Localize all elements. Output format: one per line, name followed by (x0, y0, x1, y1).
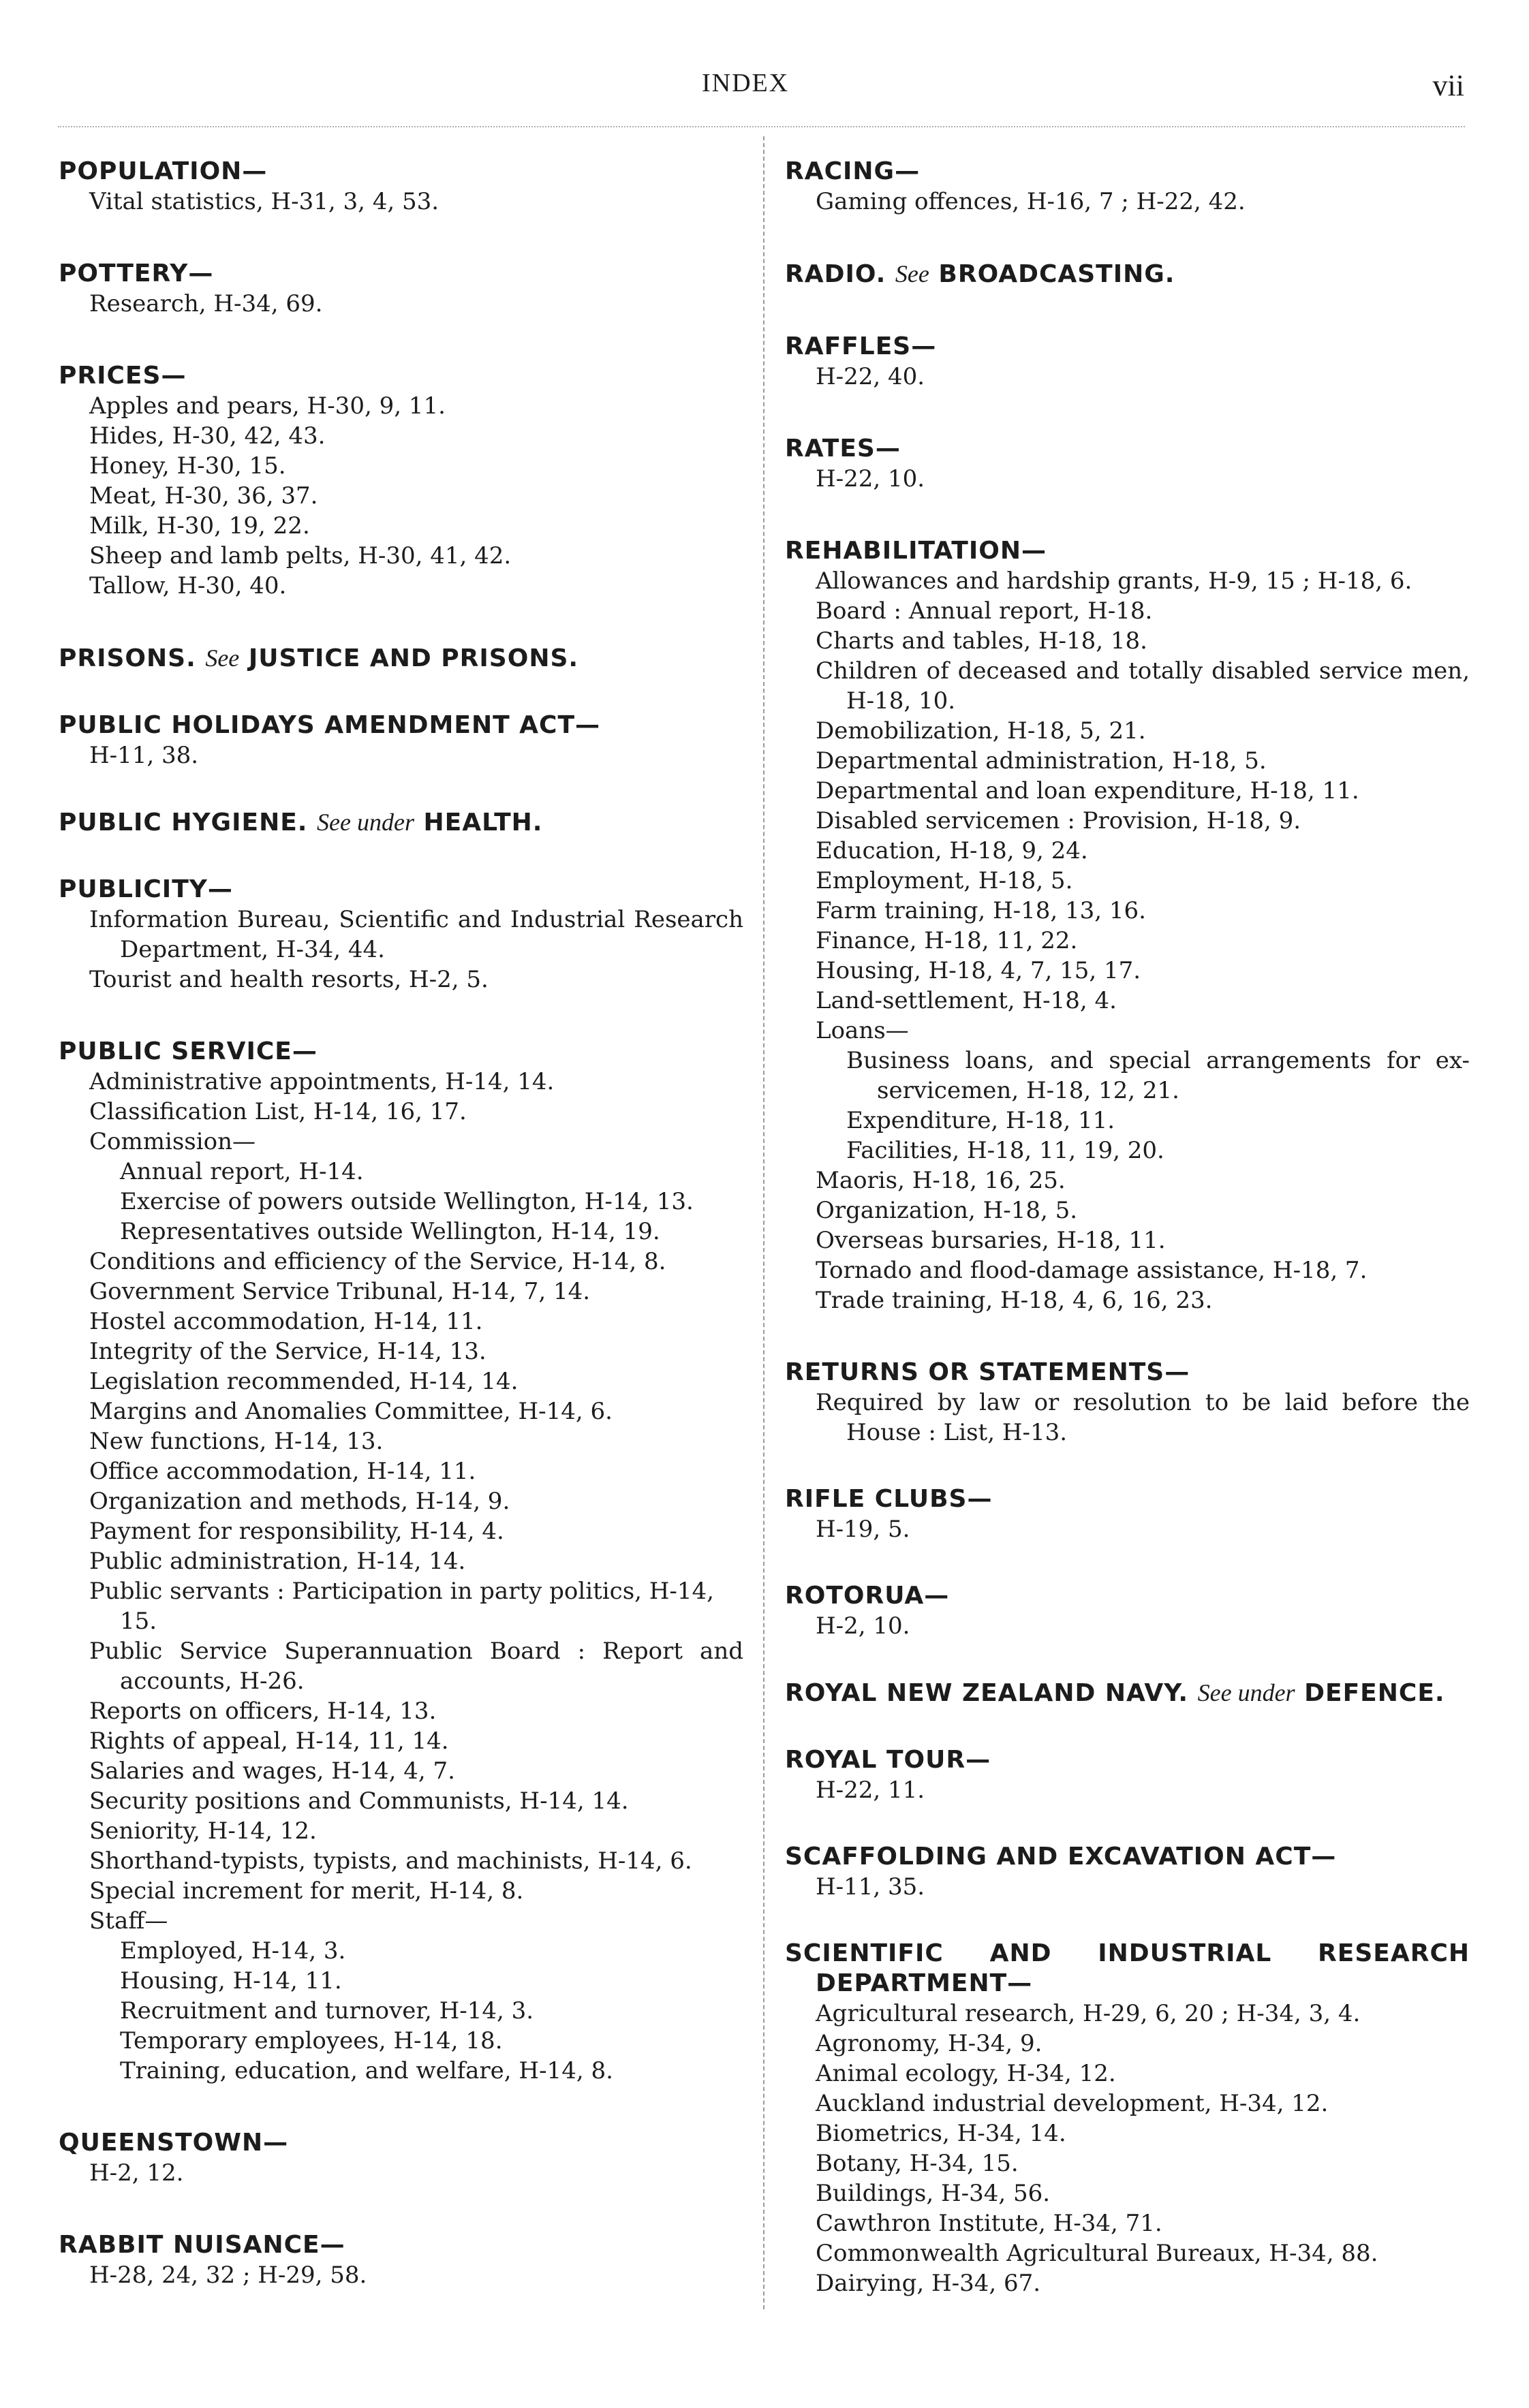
entry-subentry: Apples and pears, H-30, 9, 11. (89, 392, 446, 420)
entry-subentry: Honey, H-30, 15. (89, 452, 286, 480)
entry-subentry: Salaries and wages, H-14, 4, 7. (89, 1757, 455, 1785)
entry-subentry: H-11, 35. (816, 1873, 925, 1901)
entry-subentry: Disabled servicemen : Provision, H-18, 9. (816, 807, 1301, 834)
entry-heading: SCAFFOLDING AND EXCAVATION ACT— (785, 1843, 1337, 1871)
index-entry (785, 332, 1470, 392)
entry-subentry: Classification List, H-14, 16, 17. (89, 1098, 467, 1125)
page-number: vii (1432, 69, 1464, 102)
index-entry (59, 875, 743, 995)
entry-heading: RABBIT NUISANCE— (59, 2231, 345, 2259)
index-entry (59, 2128, 743, 2188)
entry-subentry: Botany, H-34, 15. (816, 2150, 1019, 2177)
entry-subentry: Facilities, H-18, 11, 19, 20. (846, 1137, 1164, 1164)
entry-subentry: Dairying, H-34, 67. (816, 2270, 1041, 2297)
entry-subentry: H-28, 24, 32 ; H-29, 58. (89, 2262, 367, 2289)
entry-subentry: H-2, 12. (89, 2159, 184, 2187)
entry-heading (59, 807, 743, 838)
index-entry (59, 361, 743, 601)
entry-heading: RAFFLES— (785, 332, 937, 360)
entry-subentry: Sheep and lamb pelts, H-30, 41, 42. (89, 542, 512, 569)
entry-subentry: Departmental and loan expenditure, H-18, 11. (816, 777, 1359, 804)
entry-subentry: H-22, 11. (816, 1777, 925, 1804)
entry-subentry: Public Service Superannuation Board : Report and accounts, H-26. (89, 1638, 743, 1695)
index-entry (785, 1842, 1470, 1902)
entry-subentry: Legislation recommended, H-14, 14. (89, 1368, 519, 1395)
entry-heading (785, 259, 1470, 290)
entry-subentry: Payment for responsibility, H-14, 4. (89, 1518, 504, 1545)
entry-subentry: Security positions and Communists, H-14, 14. (89, 1787, 629, 1815)
entry-subentry: Office accommodation, H-14, 11. (89, 1458, 476, 1485)
index-entry (59, 710, 743, 770)
entry-subentry: Loans— (816, 1017, 909, 1044)
entry-subentry: Biometrics, H-34, 14. (816, 2120, 1066, 2147)
entry-subentry: Auckland industrial development, H-34, 12. (816, 2090, 1329, 2117)
entry-subentry: Employed, H-14, 3. (120, 1937, 346, 1965)
entry-subentry: H-19, 5. (816, 1516, 910, 1543)
entry-subentry: Education, H-18, 9, 24. (816, 837, 1088, 864)
entry-subentry: Public administration, H-14, 14. (89, 1548, 466, 1575)
entry-heading: RATES— (785, 435, 901, 463)
cross-reference-target: JUSTICE AND PRISONS. (248, 644, 579, 672)
cross-reference-target: HEALTH. (423, 809, 543, 836)
entry-subentry: Demobilization, H-18, 5, 21. (816, 717, 1146, 745)
entry-heading: PRICES— (59, 362, 187, 390)
entry-subentry: Rights of appeal, H-14, 11, 14. (89, 1727, 449, 1755)
entry-subentry: Annual report, H-14. (120, 1158, 364, 1185)
entry-subentry: Tornado and flood-damage assistance, H-18, 7. (816, 1257, 1368, 1284)
see-reference: See (895, 260, 929, 287)
entry-heading: REHABILITATION— (785, 537, 1047, 565)
cross-reference-target: DEFENCE. (1304, 1679, 1445, 1707)
entry-heading: PUBLIC SERVICE— (59, 1037, 318, 1065)
entry-subentry: Finance, H-18, 11, 22. (816, 927, 1078, 954)
index-entry (59, 1037, 743, 2086)
entry-subentry: Charts and tables, H-18, 18. (816, 627, 1147, 655)
entry-subentry: Commission— (89, 1128, 256, 1155)
left-column (59, 157, 743, 2332)
entry-heading: POTTERY— (59, 260, 214, 287)
entry-heading: RIFLE CLUBS— (785, 1485, 993, 1513)
index-entry (59, 2230, 743, 2290)
entry-heading: RACING— (785, 157, 921, 185)
entry-subentry: Buildings, H-34, 56. (816, 2180, 1051, 2207)
entry-subentry: H-22, 10. (816, 465, 925, 492)
index-entry (785, 1678, 1470, 1708)
entry-subentry: Organization and methods, H-14, 9. (89, 1488, 510, 1515)
see-reference: See (205, 644, 240, 672)
index-entry (785, 1745, 1470, 1805)
heading-text: PUBLIC HYGIENE. (59, 809, 308, 836)
entry-subentry: Employment, H-18, 5. (816, 867, 1073, 894)
entry-subentry: Seniority, H-14, 12. (89, 1817, 317, 1845)
entry-subentry: Government Service Tribunal, H-14, 7, 14. (89, 1278, 591, 1305)
index-entry (785, 434, 1470, 494)
index-entry (785, 1939, 1470, 2298)
index-entry (59, 643, 743, 674)
entry-subentry: Information Bureau, Scientific and Industrial Research Department, H-34, 44. (89, 906, 743, 963)
entry-subentry: Conditions and efficiency of the Service, H-14, 8. (89, 1248, 666, 1275)
entry-subentry: Overseas bursaries, H-18, 11. (816, 1227, 1166, 1254)
index-entry (785, 157, 1470, 217)
entry-subentry: Required by law or resolution to be laid before the House : List, H-13. (816, 1389, 1470, 1446)
entry-subentry: Integrity of the Service, H-14, 13. (89, 1338, 486, 1365)
entry-subentry: Organization, H-18, 5. (816, 1197, 1078, 1224)
right-column (785, 157, 1470, 2341)
entry-subentry: Special increment for merit, H-14, 8. (89, 1877, 524, 1905)
entry-subentry: Maoris, H-18, 16, 25. (816, 1167, 1066, 1194)
entry-heading: ROTORUA— (785, 1582, 950, 1610)
entry-subentry: Milk, H-30, 19, 22. (89, 512, 310, 540)
entry-subentry: H-2, 10. (816, 1612, 910, 1640)
entry-subentry: Land-settlement, H-18, 4. (816, 987, 1117, 1014)
entry-subentry: Business loans, and special arrangements for ex-servicemen, H-18, 12, 21. (846, 1047, 1470, 1104)
index-entry (785, 536, 1470, 1315)
entry-heading: RETURNS OR STATEMENTS— (785, 1358, 1190, 1386)
entry-heading: PUBLIC HOLIDAYS AMENDMENT ACT— (59, 711, 600, 739)
entry-subentry: H-11, 38. (89, 742, 199, 769)
cross-reference-target: BROADCASTING. (938, 260, 1175, 288)
entry-subentry: Shorthand-typists, typists, and machinists, H-14, 6. (89, 1847, 692, 1875)
entry-heading (785, 1678, 1470, 1708)
heading-text: PRISONS. (59, 644, 196, 672)
page-title: INDEX (702, 69, 790, 97)
entry-subentry: Recruitment and turnover, H-14, 3. (120, 1997, 534, 2024)
entry-heading (59, 643, 743, 674)
entry-subentry: Reports on officers, H-14, 13. (89, 1698, 437, 1725)
entry-subentry: Allowances and hardship grants, H-9, 15 ; H-18, 6. (816, 567, 1412, 595)
index-entry (785, 259, 1470, 290)
page-header (0, 68, 1529, 109)
index-entry (785, 1358, 1470, 1448)
entry-heading: SCIENTIFIC AND INDUSTRIAL RESEARCH DEPARTMENT— (785, 1939, 1470, 1997)
entry-subentry: Meat, H-30, 36, 37. (89, 482, 318, 510)
entry-subentry: Margins and Anomalies Committee, H-14, 6. (89, 1398, 613, 1425)
entry-subentry: Housing, H-14, 11. (120, 1967, 342, 1995)
entry-subentry: Trade training, H-18, 4, 6, 16, 23. (816, 1287, 1213, 1314)
entry-subentry: Research, H-34, 69. (89, 290, 323, 317)
entry-subentry: Gaming offences, H-16, 7 ; H-22, 42. (816, 188, 1246, 215)
column-divider (763, 136, 764, 2309)
entry-heading: QUEENSTOWN— (59, 2129, 289, 2157)
entry-heading: PUBLICITY— (59, 875, 233, 903)
entry-subentry: New functions, H-14, 13. (89, 1428, 384, 1455)
entry-subentry: Animal ecology, H-34, 12. (816, 2060, 1116, 2087)
index-entry (59, 157, 743, 217)
index-entry (785, 1484, 1470, 1544)
heading-text: RADIO. (785, 260, 886, 288)
entry-heading: ROYAL TOUR— (785, 1746, 991, 1774)
entry-subentry: Staff— (89, 1907, 168, 1935)
entry-subentry: Administrative appointments, H-14, 14. (89, 1068, 555, 1095)
index-entry (59, 259, 743, 319)
entry-subentry: Children of deceased and totally disabled service men, H-18, 10. (816, 657, 1470, 715)
entry-subentry: Farm training, H-18, 13, 16. (816, 897, 1146, 924)
entry-subentry: Hostel accommodation, H-14, 11. (89, 1308, 483, 1335)
header-rule (58, 126, 1465, 129)
entry-subentry: H-22, 40. (816, 363, 925, 390)
entry-subentry: Representatives outside Wellington, H-14, 19. (120, 1218, 660, 1245)
index-entry (785, 1581, 1470, 1641)
entry-subentry: Training, education, and welfare, H-14, 8. (120, 2057, 613, 2084)
entry-subentry: Vital statistics, H-31, 3, 4, 53. (89, 188, 439, 215)
entry-subentry: Board : Annual report, H-18. (816, 597, 1153, 625)
entry-subentry: Public servants : Participation in party politics, H-14, 15. (89, 1578, 714, 1635)
entry-subentry: Agronomy, H-34, 9. (816, 2030, 1042, 2057)
see-reference: See under (317, 809, 414, 836)
entry-subentry: Temporary employees, H-14, 18. (120, 2027, 503, 2054)
entry-subentry: Tourist and health resorts, H-2, 5. (89, 966, 489, 993)
entry-subentry: Hides, H-30, 42, 43. (89, 422, 326, 450)
entry-subentry: Tallow, H-30, 40. (89, 572, 287, 599)
entry-heading: POPULATION— (59, 157, 268, 185)
index-entry (59, 807, 743, 838)
heading-text: ROYAL NEW ZEALAND NAVY. (785, 1679, 1189, 1707)
entry-subentry: Departmental administration, H-18, 5. (816, 747, 1267, 775)
entry-subentry: Housing, H-18, 4, 7, 15, 17. (816, 957, 1141, 984)
entry-subentry: Commonwealth Agricultural Bureaux, H-34, 88. (816, 2240, 1378, 2267)
entry-subentry: Cawthron Institute, H-34, 71. (816, 2210, 1162, 2237)
entry-subentry: Exercise of powers outside Wellington, H-14, 13. (120, 1188, 694, 1215)
entry-subentry: Agricultural research, H-29, 6, 20 ; H-34, 3, 4. (816, 2000, 1361, 2027)
entry-subentry: Expenditure, H-18, 11. (846, 1107, 1115, 1134)
see-reference: See under (1197, 1679, 1295, 1706)
